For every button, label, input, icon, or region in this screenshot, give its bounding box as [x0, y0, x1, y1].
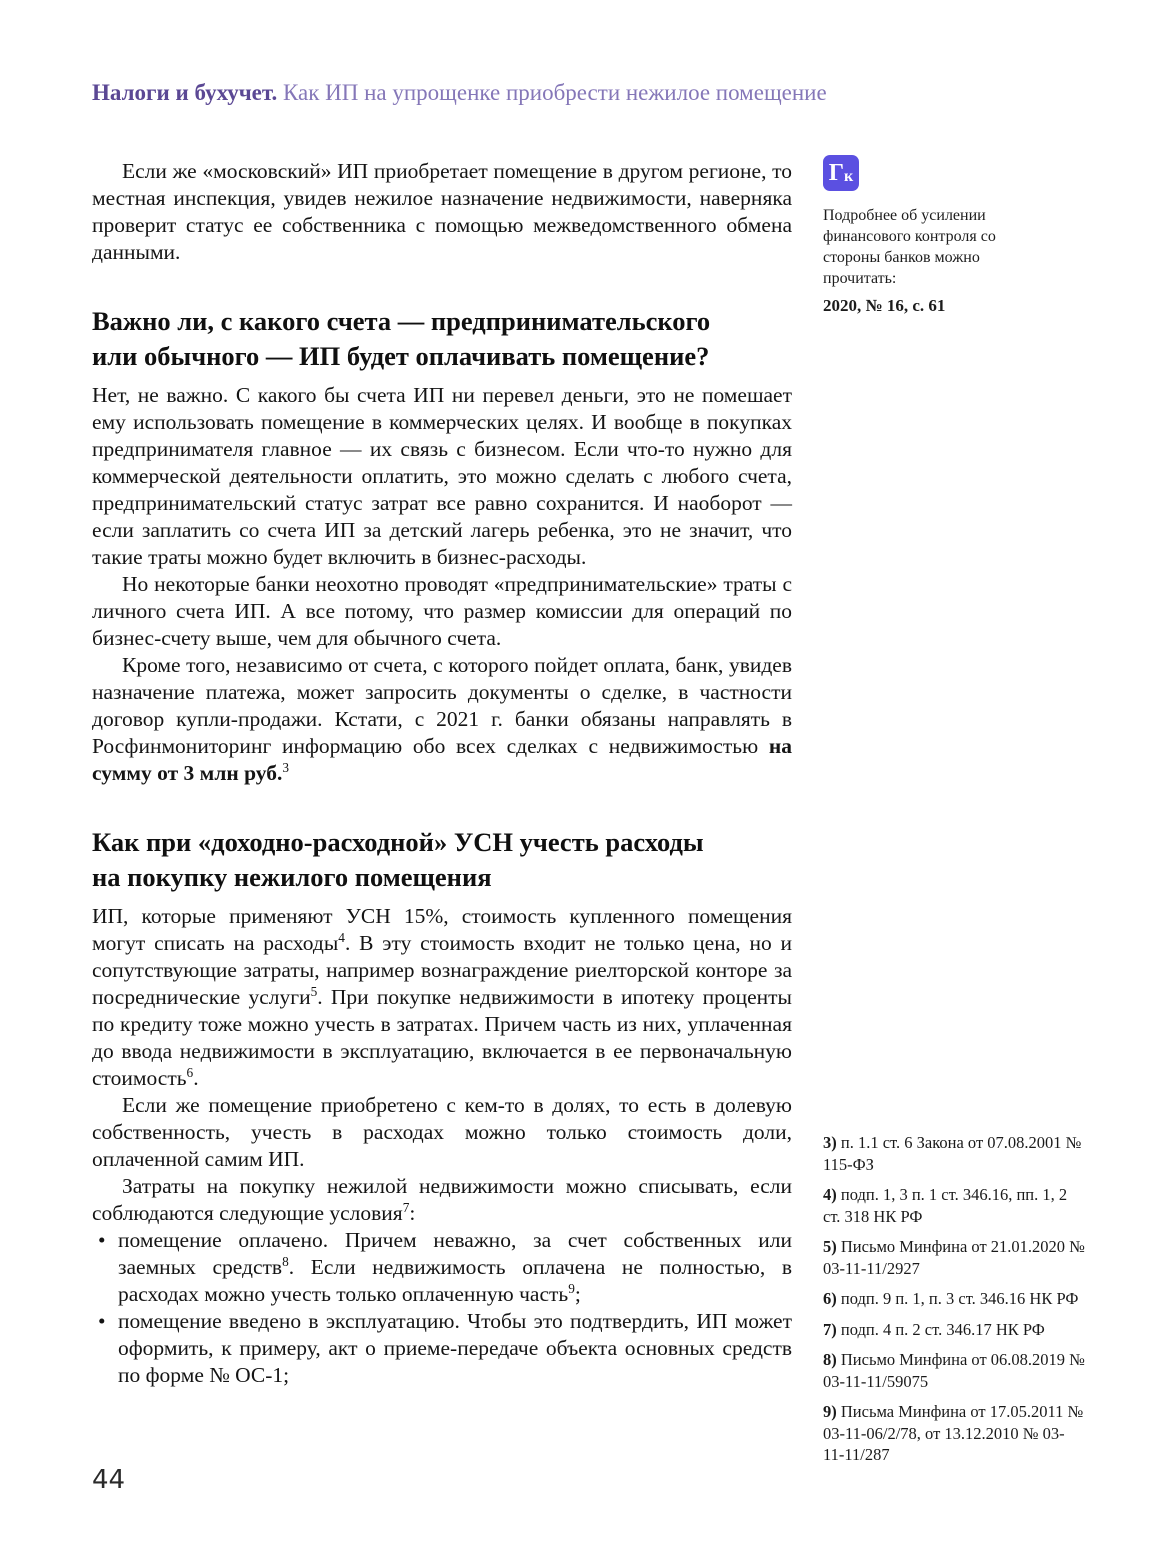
text-run: на покупку нежилого помещения: [92, 862, 492, 892]
footnote-item: [823, 1349, 1085, 1392]
paragraph: [92, 1173, 792, 1227]
footnote-item: [823, 1319, 1085, 1341]
text-run: или обычного — ИП будет оплачивать помещение?: [92, 341, 710, 371]
footnote-number: 9): [823, 1402, 841, 1421]
paragraph: [92, 158, 792, 266]
text-run: Если же помещение приобретено с кем-то в долях, то есть в долевую собственность, учесть в расходах можно только стоимость доли, оплаченной самим ИП.: [92, 1093, 792, 1171]
paragraph: [92, 903, 792, 1092]
text-run: Важно ли, с какого счета — предпринимательского: [92, 306, 711, 336]
bullet-item: [92, 1308, 792, 1389]
text-run: Кроме того, независимо от счета, с которого пойдет оплата, банк, увидев назначение платежа, может запросить документы о сделке, в частности договор купли-продажи. Кстати, с 2021 г. банки обязаны направлять в Росфинмониторинг информацию обо всех сделках с недвижимостью: [92, 653, 792, 758]
footnote-marker: 6: [186, 1064, 194, 1080]
text-run: Если же «московский» ИП приобретает помещение в другом регионе, то местная инспекция, увидев нежилое назначение недвижимости, наверняка проверит статус ее собственника с помощью межведомственного обмена данными.: [92, 159, 792, 264]
page-number: 44: [92, 1465, 126, 1495]
section-heading: [92, 825, 792, 895]
logo-letter-big: Г: [828, 160, 845, 186]
footnote-item: [823, 1401, 1085, 1466]
footnote-number: 6): [823, 1289, 841, 1308]
footnote-item: [823, 1132, 1085, 1175]
section-title: Налоги и бухучет.: [92, 80, 278, 105]
footnote-marker: 9: [568, 1280, 575, 1296]
footnotes-column: [823, 1132, 1085, 1475]
note-reference: 2020, № 16, с. 61: [823, 296, 946, 315]
bold-text: на сумму от 3 млн руб.: [92, 734, 792, 785]
footnote-number: 4): [823, 1185, 841, 1204]
footnote-text: Письмо Минфина от 21.01.2020 № 03-11-11/2927: [823, 1237, 1085, 1278]
footnote-number: 3): [823, 1133, 841, 1152]
footnote-number: 5): [823, 1237, 841, 1256]
bullet-item: [92, 1227, 792, 1308]
footnote-item: [823, 1236, 1085, 1279]
footnote-text: п. 1.1 ст. 6 Закона от 07.08.2001 № 115-ФЗ: [823, 1133, 1082, 1174]
text-run: помещение оплачено. Причем неважно, за счет собственных или заемных средств: [118, 1228, 792, 1279]
section-heading: [92, 304, 792, 374]
text-run: . При покупке недвижимости в ипотеку проценты по кредиту тоже можно учесть в затратах. Причем часть из них, уплаченная до ввода недвижимости в эксплуатацию, включается в ее первоначальную стоимость: [92, 985, 792, 1090]
running-header: [92, 80, 827, 106]
footnote-text: подп. 4 п. 2 ст. 346.17 НК РФ: [840, 1319, 1045, 1339]
footnote-number: 7): [823, 1319, 841, 1339]
text-run: Как при «доходно-расходной» УСН учесть расходы: [92, 827, 704, 857]
text-run: . Если недвижимость оплачена не полностью, в расходах можно учесть только оплаченную часть: [118, 1255, 792, 1306]
text-run: .: [193, 1066, 199, 1090]
footnote-item: [823, 1184, 1085, 1227]
footnote-marker: 8: [282, 1253, 289, 1269]
footnote-text: подп. 1, 3 п. 1 ст. 346.16, пп. 1, 2 ст. 318 НК РФ: [823, 1185, 1068, 1226]
paragraph: [92, 571, 792, 652]
text-run: ИП, которые применяют УСН 15%, стоимость купленного помещения могут списать на расходы: [92, 904, 792, 955]
footnote-text: подп. 9 п. 1, п. 3 ст. 346.16 НК РФ: [840, 1289, 1079, 1308]
sidebar-note: [823, 155, 1023, 316]
paragraph: [92, 652, 792, 787]
footnote-number: 8): [823, 1350, 841, 1369]
text-run: помещение введено в эксплуатацию. Чтобы это подтвердить, ИП может оформить, к примеру, акт о приеме-передаче объекта основных средств по форме № ОС-1;: [118, 1309, 792, 1387]
footnote-marker: 7: [402, 1199, 410, 1215]
text-run: Но некоторые банки неохотно проводят «предпринимательские» траты с личного счета ИП. А все потому, что размер комиссии для операций по бизнес-счету выше, чем для обычного счета.: [92, 572, 792, 650]
paragraph: [92, 382, 792, 571]
footnote-marker: 3: [282, 759, 290, 775]
text-run: ;: [574, 1282, 581, 1306]
conditions-list: [92, 1227, 792, 1389]
paragraph: [92, 1092, 792, 1173]
text-run: . В эту стоимость входит не только цена, но и сопутствующие затраты, например вознаграждение риелторской конторе за посреднические услуги: [92, 931, 792, 1009]
article-title: Как ИП на упрощенке приобрести нежилое помещение: [277, 80, 827, 105]
text-run: :: [409, 1201, 416, 1225]
footnote-item: [823, 1288, 1085, 1310]
footnote-marker: 4: [338, 929, 345, 945]
glavkniga-logo-icon: [823, 155, 859, 191]
text-run: Затраты на покупку нежилой недвижимости можно списывать, если соблюдаются следующие условия: [92, 1174, 792, 1225]
article-body: [92, 158, 792, 1389]
note-text: Подробнее об усилении финансового контроля со стороны банков можно прочитать:: [823, 207, 996, 287]
logo-letter-small: к: [844, 167, 854, 185]
footnote-text: Письма Минфина от 17.05.2011 № 03-11-06/2/78, от 13.12.2010 № 03-11-11/287: [823, 1402, 1084, 1464]
footnote-marker: 5: [310, 983, 318, 999]
footnote-text: Письмо Минфина от 06.08.2019 № 03-11-11/59075: [823, 1350, 1085, 1391]
text-run: Нет, не важно. С какого бы счета ИП ни перевел деньги, это не помешает ему использовать помещение в коммерческих целях. И вообще в покупках предпринимателя главное — их связь с бизнесом. Если что-то нужно для коммерческой деятельности оплатить, это можно сделать с любого счета, предпринимательский статус затрат все равно сохранится. И наоборот — если заплатить со счета ИП за детский лагерь ребенка, это не значит, что такие траты можно будет включить в бизнес-расходы.: [92, 383, 792, 569]
